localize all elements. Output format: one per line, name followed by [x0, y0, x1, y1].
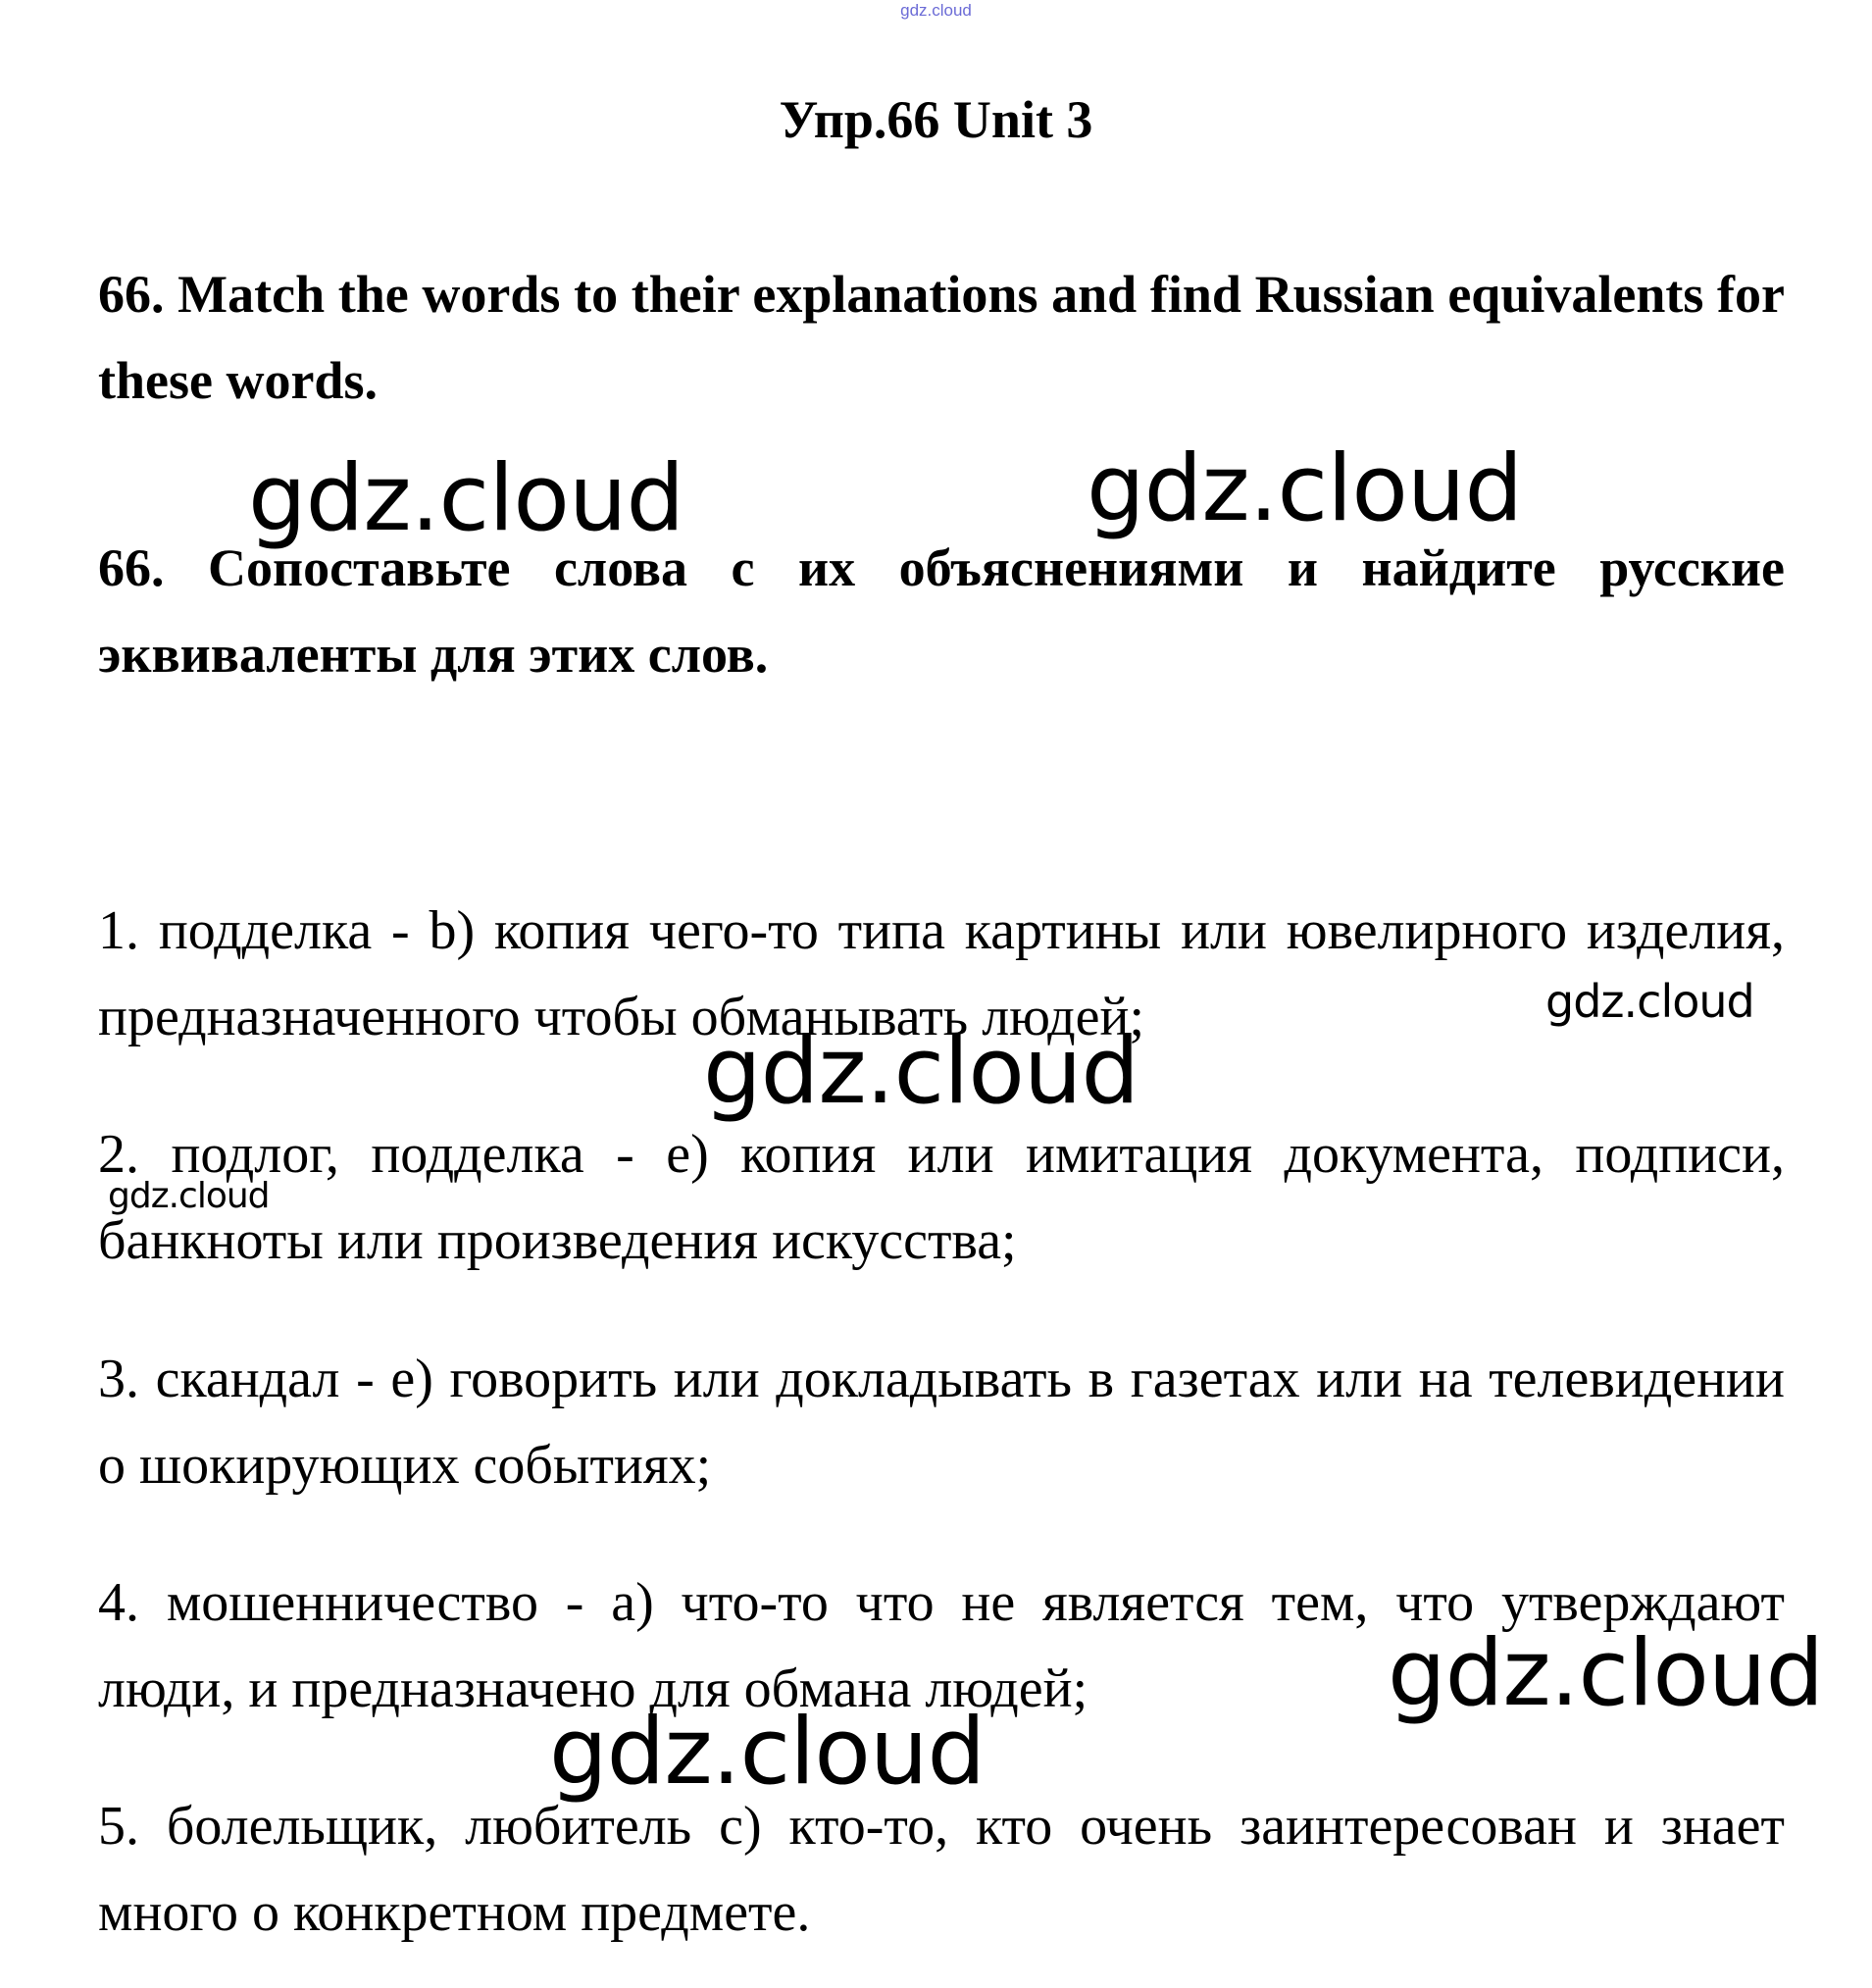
- watermark: gdz.cloud: [703, 1018, 1139, 1125]
- watermark: gdz.cloud: [108, 1176, 270, 1216]
- list-item-5: 5. болельщик, любитель c) кто-то, кто очень заинтересован и знает много о конкретном предмете.: [98, 1796, 1785, 1943]
- watermark: gdz.cloud: [1388, 1620, 1824, 1727]
- list-item-4: 4. мошенничество - a) что-то что не является тем, что утверждают люди, и предназначено для обмана людей;: [98, 1572, 1785, 1719]
- instruction-english: 66. Match the words to their explanations and find Russian equivalents for these words.: [98, 265, 1785, 410]
- list-item-1: 1. подделка - b) копия чего-то типа картины или ювелирного изделия, предназначенного чтобы обманывать людей;: [98, 900, 1785, 1047]
- list-item-3: 3. скандал - e) говорить или докладывать в газетах или на телевидении о шокирующих событиях;: [98, 1349, 1785, 1496]
- instruction-russian: 66. Сопоставьте слова с их объяснениями и найдите русские эквиваленты для этих слов.: [98, 538, 1785, 684]
- watermark: gdz.cloud: [1087, 435, 1523, 542]
- list-item-2: 2. подлог, подделка - e) копия или имитация документа, подписи, банкноты или произведения искусства;: [98, 1124, 1785, 1271]
- watermark-top: gdz.cloud: [900, 1, 972, 20]
- page-title: Упр.66 Unit 3: [779, 90, 1093, 149]
- watermark: gdz.cloud: [1545, 975, 1754, 1028]
- watermark: gdz.cloud: [549, 1699, 986, 1806]
- watermark: gdz.cloud: [248, 445, 684, 552]
